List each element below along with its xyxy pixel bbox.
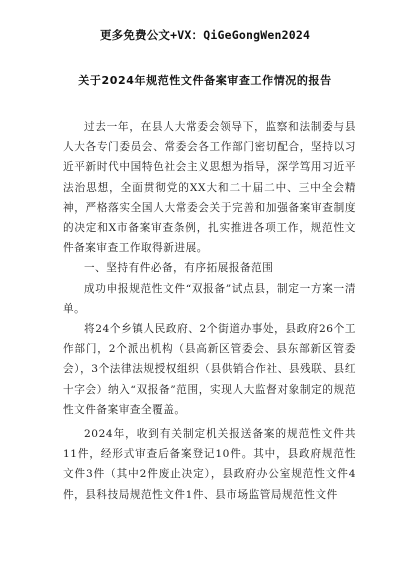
section-heading-1: 一、坚持有件必备，有序拓展报备范围 [84,262,274,275]
paragraph-pilot: 成功申报规范性文件“双报备”试点县，制定一方案一清单。 [63,282,356,315]
paragraph-intro: 过去一年，在县人大常委会领导下，监察和法制委与县人大各专门委员会、常委会各工作部门密切配合，坚持以习近平新时代中国特色社会主义思想为指导，深学笃用习近平法治思想，全面贯彻党的XX大和二十届二中、三中全会精神，严格落实全国人大常委会关于完善和加强备案审查制度的决定和X市备案审查条例，扎实推进各项工作，规范性文件备案审查工作取得新进展。 [63,121,356,255]
header-banner: 更多免费公文+VX：QiGeGongWen2024 [99,28,311,42]
document-body [63,117,356,505]
document-title: 关于2024年规范性文件备案审查工作情况的报告 [78,74,332,87]
paragraph-statistics: 2024年，收到有关制定机关报送备案的规范性文件共11件，经形式审查后备案登记10件。其中，县政府规范性文件3件（其中2件废止决定），县政府办公室规范性文件4件，县科技局规范性文件1件、县市场监管局规范性文件 [63,428,356,501]
paragraph-scope: 将24个乡镇人民政府、2个街道办事处，县政府26个工作部门，2个派出机构（县高新区管委会、县东部新区管委会），3个法律法规授权组织（县供销合作社、县残联、县红十字会）纳入“双报备”范围，实现人大监督对象制定的规范性文件备案审查全覆盖。 [63,323,356,416]
